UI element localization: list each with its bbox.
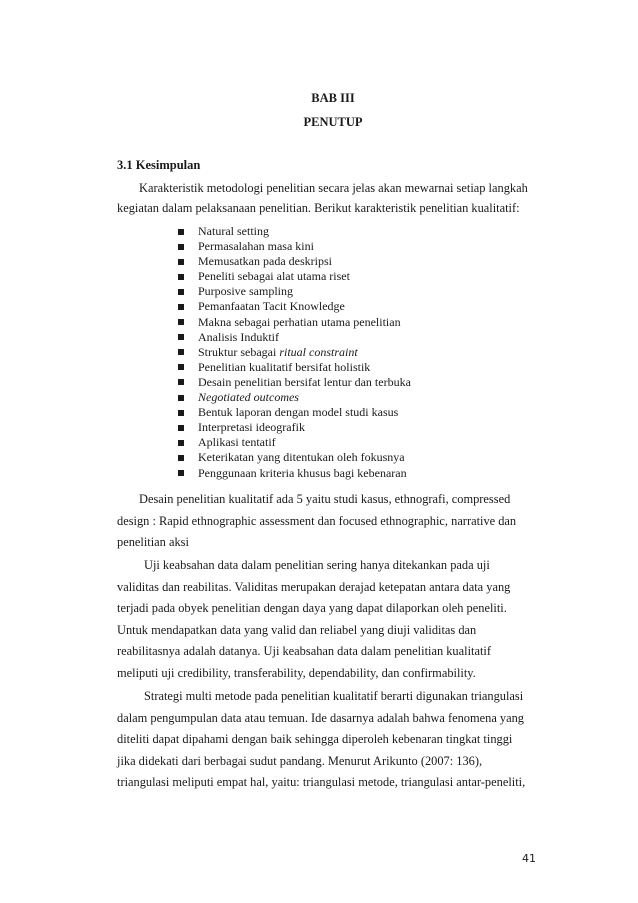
validity-line: Untuk mendapatkan data yang valid dan reliabel yang diuji validitas dan xyxy=(117,622,477,637)
list-item xyxy=(178,269,411,284)
list-item-italic-text: Negotiated outcomes xyxy=(198,390,299,405)
list-item xyxy=(178,239,411,254)
list-item-text: Pemanfaatan Tacit Knowledge xyxy=(198,299,345,314)
square-bullet-icon xyxy=(178,455,184,461)
design-line: Desain penelitian kualitatif ada 5 yaitu studi kasus, ethnografi, compressed xyxy=(139,492,511,506)
validity-paragraph xyxy=(117,555,547,684)
intro-line: kegiatan dalam pelaksanaan penelitian. Berikut karakteristik penelitian kualitatif: xyxy=(117,201,520,215)
validity-line: terjadi pada obyek penelitian dengan daya yang dapat dilaporkan oleh peneliti. xyxy=(117,601,507,615)
list-item xyxy=(178,315,411,330)
list-item-italic-text: ritual constraint xyxy=(279,344,358,359)
list-item-text: Permasalahan masa kini xyxy=(198,239,314,254)
triangulation-line: triangulasi meliputi empat hal, yaitu: triangulasi metode, triangulasi antar-peneliti, xyxy=(117,775,526,789)
list-item-text: Purposive sampling xyxy=(198,284,293,299)
square-bullet-icon xyxy=(178,229,184,235)
list-item-text: Aplikasi tentatif xyxy=(198,435,276,450)
list-item-text: Desain penelitian bersifat lentur dan terbuka xyxy=(198,374,411,389)
list-item xyxy=(178,360,411,375)
square-bullet-icon xyxy=(178,440,184,446)
list-item xyxy=(178,390,411,405)
list-item xyxy=(178,420,411,435)
square-bullet-icon xyxy=(178,289,184,295)
square-bullet-icon xyxy=(178,349,184,355)
design-paragraph xyxy=(117,489,547,554)
list-item xyxy=(178,466,411,481)
validity-line: validitas dan reabilitas. Validitas merupakan derajad ketepatan antara data yang xyxy=(117,579,511,594)
square-bullet-icon xyxy=(178,425,184,431)
characteristics-list xyxy=(178,224,411,481)
design-line: penelitian aksi xyxy=(117,535,189,549)
list-item-text: Memusatkan pada deskripsi xyxy=(198,254,332,269)
list-item-text: Peneliti sebagai alat utama riset xyxy=(198,269,350,284)
square-bullet-icon xyxy=(178,304,184,310)
list-item xyxy=(178,435,411,450)
list-item xyxy=(178,375,411,390)
square-bullet-icon xyxy=(178,395,184,401)
validity-line: Uji keabsahan data dalam penelitian sering hanya ditekankan pada uji xyxy=(144,558,490,572)
list-item-text: Penggunaan kriteria khusus bagi kebenaran xyxy=(198,465,407,480)
square-bullet-icon xyxy=(178,470,184,476)
list-item xyxy=(178,450,411,465)
list-item-text: Struktur sebagai xyxy=(198,344,280,359)
list-item-text: Penelitian kualitatif bersifat holistik xyxy=(198,359,371,374)
chapter-title: PENUTUP xyxy=(303,115,363,129)
list-item xyxy=(178,405,411,420)
list-item-text: Keterikatan yang ditentukan oleh fokusnya xyxy=(198,450,405,465)
square-bullet-icon xyxy=(178,334,184,340)
design-line: design : Rapid ethnographic assessment dan focused ethnographic, narrative dan xyxy=(117,513,517,528)
square-bullet-icon xyxy=(178,244,184,250)
list-item-text: Analisis Induktif xyxy=(198,329,279,344)
validity-line: reabilitasnya adalah datanya. Uji keabsahan data dalam penelitian kualitatif xyxy=(117,644,491,658)
list-item-text: Makna sebagai perhatian utama penelitian xyxy=(198,314,401,329)
list-item xyxy=(178,284,411,299)
list-item xyxy=(178,224,411,239)
triangulation-line: dalam pengumpulan data atau temuan. Ide dasarnya adalah bahwa fenomena yang xyxy=(117,710,524,725)
page-number: 41 xyxy=(522,852,536,865)
intro-paragraph xyxy=(117,178,547,218)
square-bullet-icon xyxy=(178,410,184,416)
list-item-text: Natural setting xyxy=(198,224,269,238)
square-bullet-icon xyxy=(178,259,184,265)
triangulation-line: jika didekati dari berbagai sudut pandang. Menurut Arikunto (2007: 136), xyxy=(117,753,483,768)
list-item xyxy=(178,330,411,345)
section-heading: 3.1 Kesimpulan xyxy=(117,158,201,172)
intro-line: Karakteristik metodologi penelitian secara jelas akan mewarnai setiap langkah xyxy=(139,181,528,195)
square-bullet-icon xyxy=(178,319,184,325)
list-item xyxy=(178,345,411,360)
list-item xyxy=(178,299,411,314)
square-bullet-icon xyxy=(178,274,184,280)
triangulation-line: diteliti dapat dipahami dengan baik sehingga diperoleh kebenaran tingkat tinggi xyxy=(117,732,513,746)
chapter-number: BAB III xyxy=(311,91,355,105)
triangulation-line: Strategi multi metode pada penelitian kualitatif berarti digunakan triangulasi xyxy=(144,689,524,703)
list-item-text: Bentuk laporan dengan model studi kasus xyxy=(198,405,399,420)
triangulation-paragraph xyxy=(117,686,547,794)
list-item-text: Interpretasi ideografik xyxy=(198,420,305,435)
square-bullet-icon xyxy=(178,379,184,385)
list-item xyxy=(178,254,411,269)
square-bullet-icon xyxy=(178,364,184,370)
validity-line: meliputi uji credibility, transferability, dependability, dan confirmability. xyxy=(117,665,476,680)
